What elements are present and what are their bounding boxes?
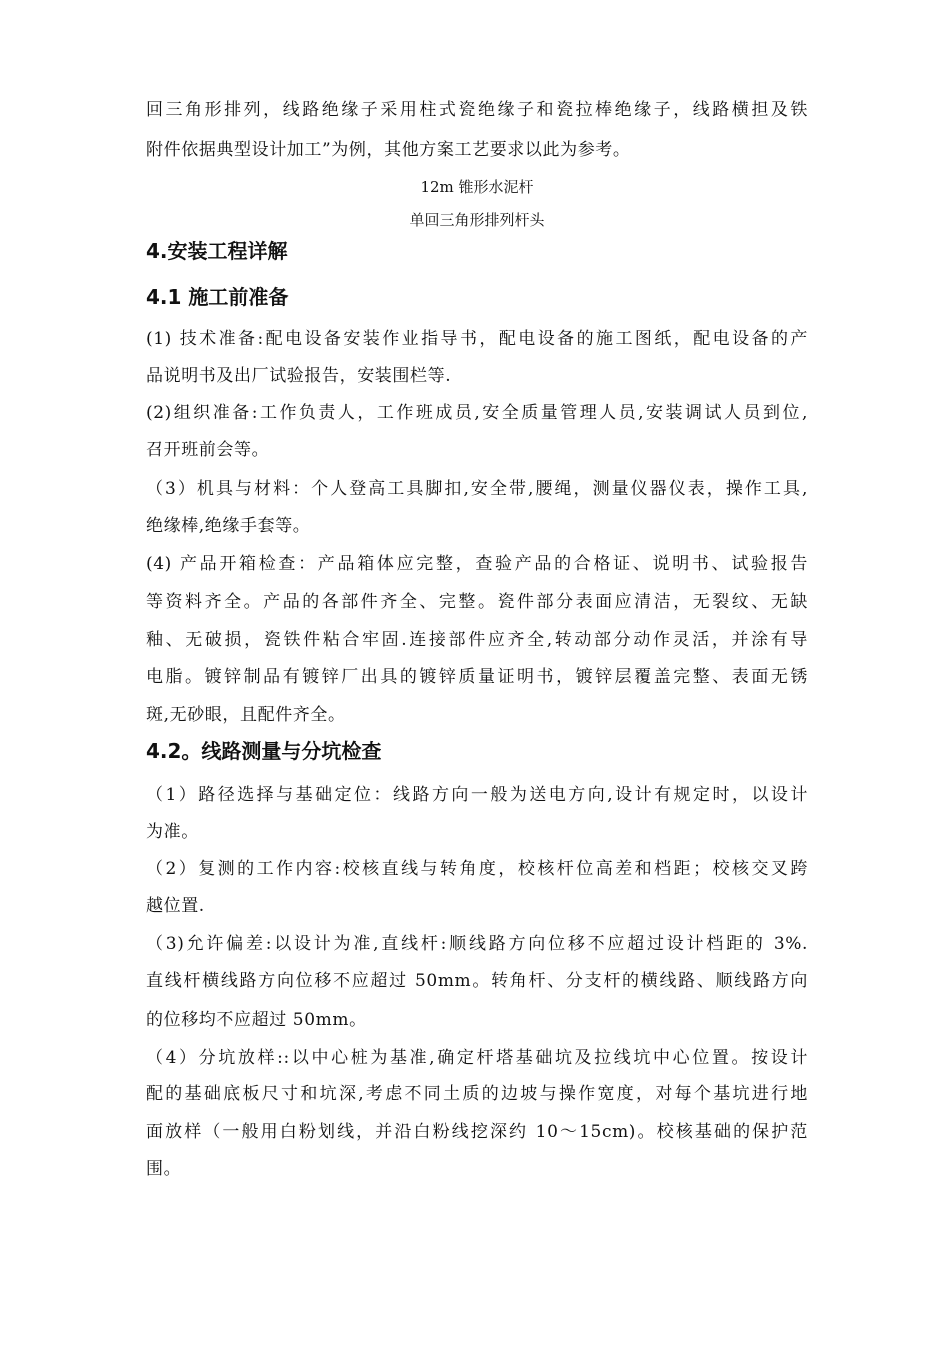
section-4-2-line-8: （4）分坑放样::以中心桩为基准,确定杆塔基础坑及拉线坑中心位置。按设计: [146, 1048, 808, 1068]
section-4-1-line-4: 召开班前会等。: [146, 440, 270, 460]
section-4-2-line-1: （1）路径选择与基础定位：线路方向一般为送电方向,设计有规定时，以设计: [146, 785, 808, 805]
section-4-1-line-7: (4) 产品开箱检查：产品箱体应完整，查验产品的合格证、说明书、试验报告: [146, 554, 808, 574]
section-4-1-line-11: 斑,无砂眼，且配件齐全。: [146, 705, 346, 725]
section-4-2-line-9: 配的基础底板尺寸和坑深,考虑不同土质的边坡与操作宽度，对每个基坑进行地: [146, 1084, 808, 1104]
section-4-1-line-2: 品说明书及出厂试验报告，安装围栏等.: [146, 366, 452, 386]
section-4-2-line-10: 面放样（一般用白粉划线，并沿白粉线挖深约 10～15cm)。校核基础的保护范: [146, 1122, 808, 1142]
section-4-1-line-3: (2)组织准备:工作负责人，工作班成员,安全质量管理人员,安装调试人员到位,: [146, 403, 808, 423]
section-4-1-line-6: 绝缘棒,绝缘手套等。: [146, 516, 311, 536]
section-4-2-line-11: 围。: [146, 1159, 182, 1179]
figure-caption-pole: 12m 锥形水泥杆: [420, 178, 534, 196]
section-4-1-line-10: 电脂。镀锌制品有镀锌厂出具的镀锌质量证明书，镀锌层覆盖完整、表面无锈: [146, 667, 808, 687]
section-4-1-line-1: (1) 技术准备:配电设备安装作业指导书，配电设备的施工图纸，配电设备的产: [146, 329, 808, 349]
section-4-2-line-4: 越位置.: [146, 896, 205, 916]
section-4-2-line-6: 直线杆横线路方向位移不应超过 50mm。转角杆、分支杆的横线路、顺线路方向: [146, 971, 808, 991]
section-4-2-line-3: （2）复测的工作内容:校核直线与转角度，校核杆位高差和档距；校核交叉跨: [146, 859, 808, 879]
section-4-2-line-7: 的位移均不应超过 50mm。: [146, 1010, 367, 1030]
intro-line-2: 附件依据典型设计加工”为例，其他方案工艺要求以此为参考。: [146, 140, 631, 160]
section-4-heading: 4.安装工程详解: [146, 239, 288, 263]
section-4-1-heading: 4.1 施工前准备: [146, 285, 289, 309]
section-4-1-line-9: 釉、无破损，瓷铁件粘合牢固.连接部件应齐全,转动部分动作灵活，并涂有导: [146, 630, 808, 650]
section-4-2-line-5: （3)允许偏差:以设计为准,直线杆:顺线路方向位移不应超过设计档距的 3%.: [146, 934, 808, 954]
figure-caption-head: 单回三角形排列杆头: [409, 211, 545, 229]
section-4-2-heading: 4.2。线路测量与分坑检查: [146, 739, 382, 763]
section-4-2-line-2: 为准。: [146, 822, 199, 842]
section-4-1-line-8: 等资料齐全。产品的各部件齐全、完整。瓷件部分表面应清洁，无裂纹、无缺: [146, 592, 808, 612]
intro-line-1: 回三角形排列，线路绝缘子采用柱式瓷绝缘子和瓷拉棒绝缘子，线路横担及铁: [146, 100, 808, 120]
section-4-1-line-5: （3）机具与材料：个人登高工具脚扣,安全带,腰绳，测量仪器仪表，操作工具,: [146, 479, 808, 499]
